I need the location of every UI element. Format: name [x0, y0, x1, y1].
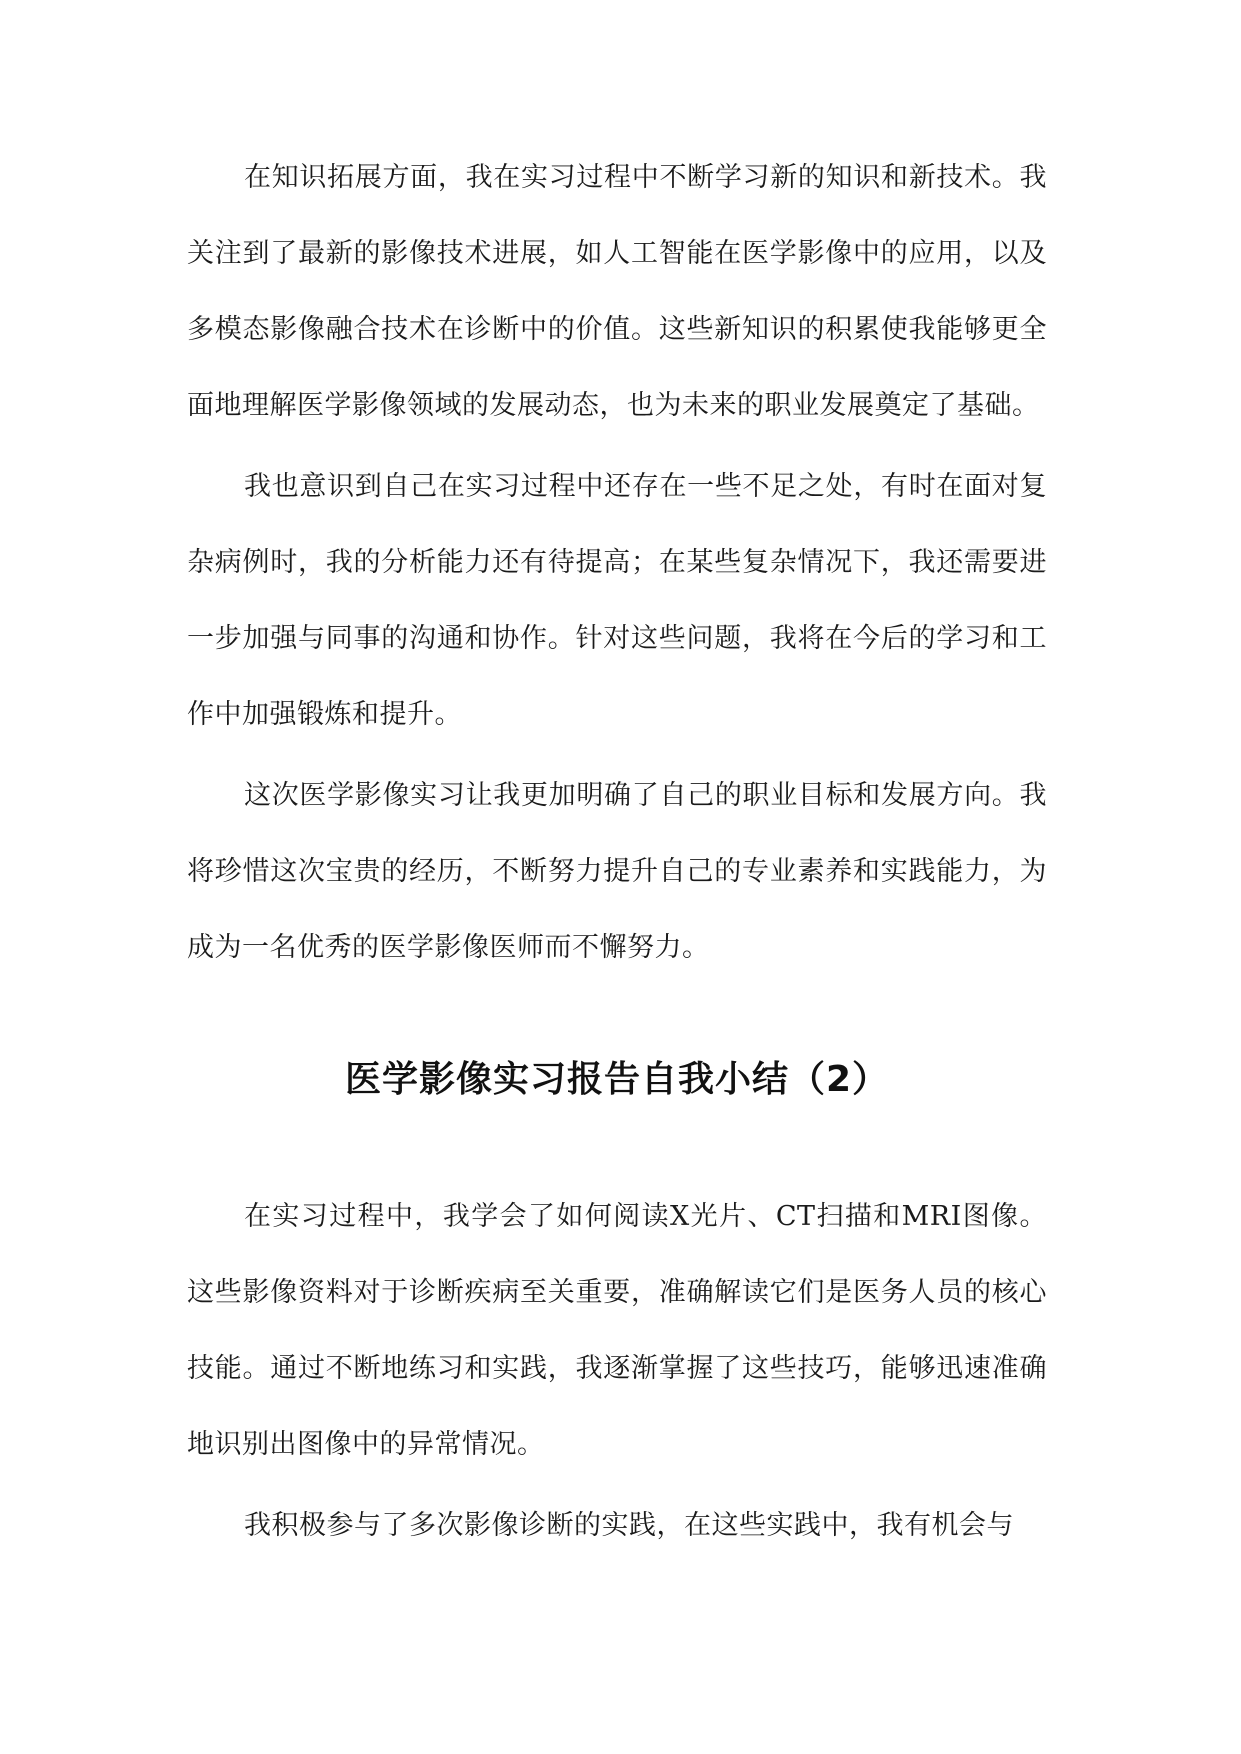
paragraph: 这次医学影像实习让我更加明确了自己的职业目标和发展方向。我将珍惜这次宝贵的经历，不断努力提升自己的专业素养和实践能力，为成为一名优秀的医学影像医师而不懈努力。 [187, 780, 1047, 963]
paragraph: 我积极参与了多次影像诊断的实践，在这些实践中，我有机会与 [244, 1510, 1014, 1541]
paragraph: 在知识拓展方面，我在实习过程中不断学习新的知识和新技术。我关注到了最新的影像技术进展，如人工智能在医学影像中的应用，以及多模态影像融合技术在诊断中的价值。这些新知识的积累使我能够更全面地理解医学影像领域的发展动态，也为未来的职业发展奠定了基础。 [187, 162, 1047, 421]
paragraph: 我也意识到自己在实习过程中还存在一些不足之处，有时在面对复杂病例时，我的分析能力还有待提高；在某些复杂情况下，我还需要进一步加强与同事的沟通和协作。针对这些问题，我将在今后的学习和工作中加强锻炼和提升。 [187, 471, 1047, 730]
paragraph: 在实习过程中，我学会了如何阅读X光片、CT扫描和MRI图像。这些影像资料对于诊断疾病至关重要，准确解读它们是医务人员的核心技能。通过不断地练习和实践，我逐渐掌握了这些技巧，能够迅速准确地识别出图像中的异常情况。 [187, 1201, 1047, 1460]
document-body [187, 140, 1047, 1569]
section-title: 医学影像实习报告自我小结（2） [344, 1059, 890, 1100]
